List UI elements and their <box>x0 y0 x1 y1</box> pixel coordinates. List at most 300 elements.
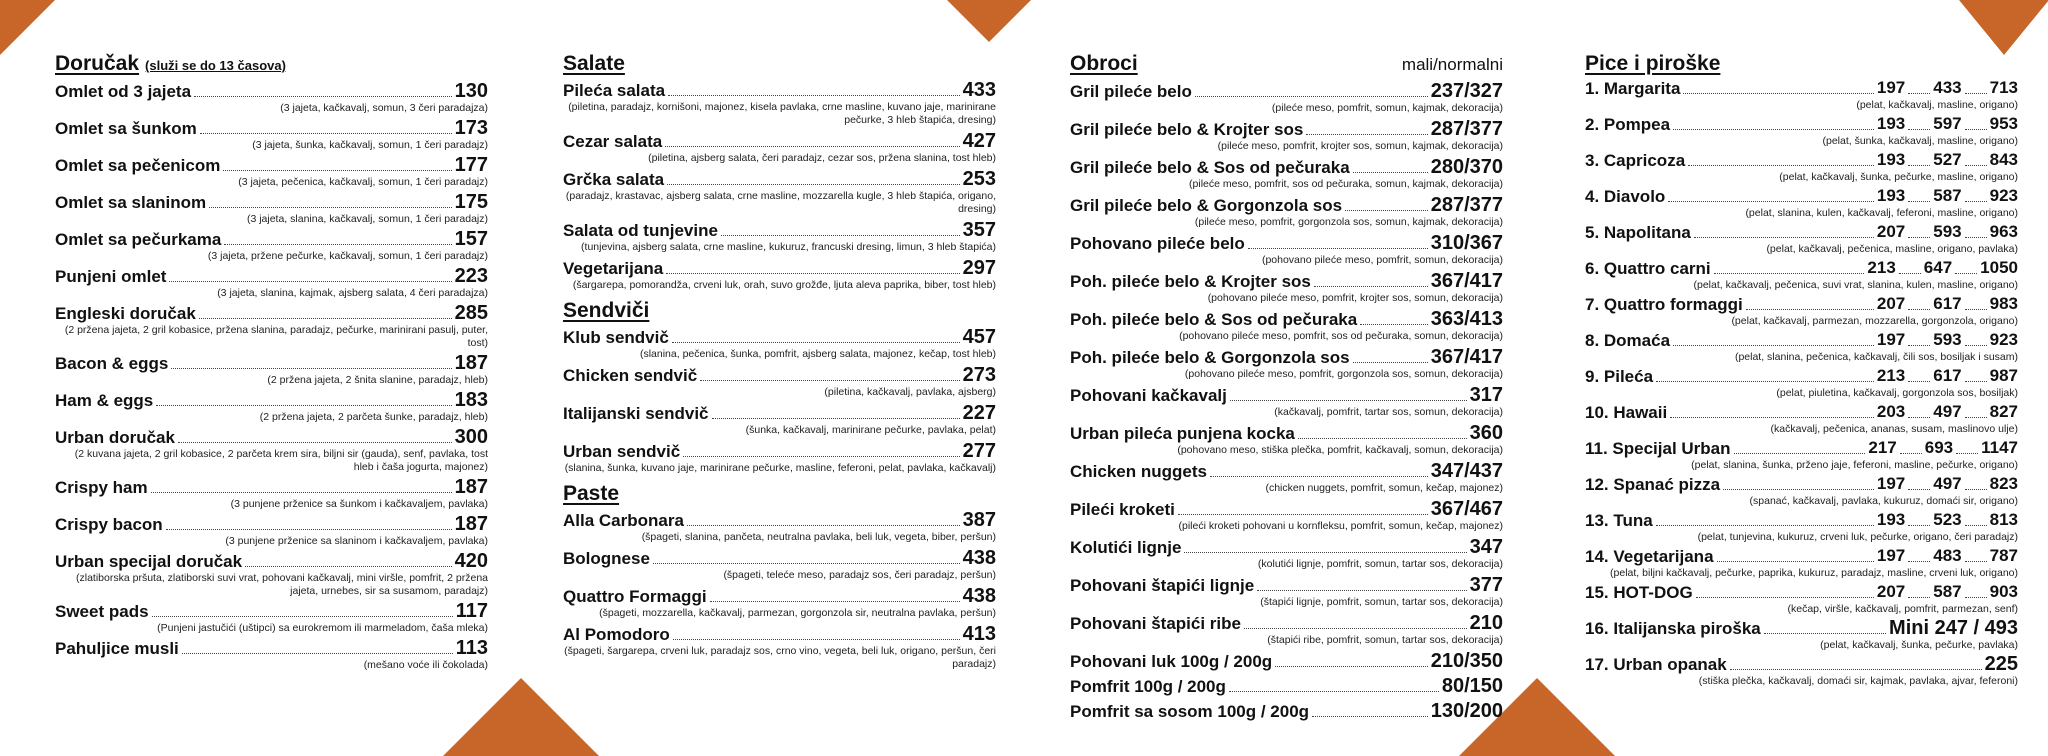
menu-item <box>55 600 488 635</box>
dot-leader <box>665 146 959 147</box>
menu-item-name: Pohovano pileće belo <box>1070 234 1245 253</box>
menu-item-name: Ham & eggs <box>55 391 154 410</box>
menu-item-name: Alla Carbonara <box>563 511 684 530</box>
dot-leader <box>1965 201 1987 202</box>
menu-item <box>563 130 996 165</box>
dot-leader <box>653 563 960 564</box>
menu-item-row <box>563 219 996 241</box>
menu-item-price: 80/150 <box>1441 675 1503 697</box>
menu-item-price: 597 <box>1933 114 1962 133</box>
menu-item-name: 7. Quattro formaggi <box>1585 295 1743 314</box>
menu-item-row <box>55 426 488 448</box>
menu-item <box>1070 384 1503 419</box>
menu-item-row <box>55 302 488 324</box>
menu-item-price: 217 <box>1868 438 1897 457</box>
dot-leader <box>1908 597 1930 598</box>
menu-item-name: Kolutići lignje <box>1070 538 1182 557</box>
menu-item-description: (pelat, slanina, pečenica, kačkavalj, čili sos, bosiljak i susam) <box>1734 351 2018 363</box>
menu-item-row <box>1070 675 1503 697</box>
menu-item-row <box>563 79 996 101</box>
menu-item-price: 587 <box>1933 582 1962 601</box>
menu-item <box>1070 650 1503 672</box>
menu-item-name: Chicken sendvič <box>563 366 698 385</box>
menu-item-row <box>55 117 488 139</box>
price-group <box>1877 77 2018 99</box>
menu-item-price: 693 <box>1924 438 1954 457</box>
menu-item-price: 213 <box>1867 258 1896 277</box>
dot-leader <box>1229 691 1439 692</box>
menu-item-row <box>1070 308 1503 330</box>
menu-item-name: Bolognese <box>563 549 650 568</box>
menu-item-description: (3 jajeta, pržene pečurke, kačkavalj, somun, 1 čeri paradajz) <box>207 250 488 262</box>
menu-item-price: 433 <box>1933 78 1962 97</box>
menu-item <box>55 352 488 387</box>
menu-item-row <box>55 513 488 535</box>
menu-item <box>1070 574 1503 609</box>
menu-item-price: 223 <box>454 265 488 287</box>
dot-leader <box>667 184 959 185</box>
menu-item-row <box>1070 422 1503 444</box>
menu-item-price: 1147 <box>1981 438 2018 457</box>
menu-item-description: (kečap, viršle, kačkavalj, pomfrit, parmezan, senf) <box>1787 603 2018 615</box>
menu-item-name: 10. Hawaii <box>1585 403 1668 422</box>
menu-item-row <box>1070 460 1503 482</box>
menu-item-row <box>55 600 488 622</box>
menu-item-row <box>1585 617 2018 639</box>
dot-leader <box>1210 476 1428 477</box>
dot-leader <box>1955 273 1977 274</box>
menu-item-price: 367/467 <box>1430 498 1503 520</box>
menu-item-description: (2 pržena jajeta, 2 šnita slanine, paradajz, hleb) <box>267 374 488 386</box>
menu-item-price: 173 <box>454 117 488 139</box>
menu-item <box>1070 308 1503 343</box>
menu-item-name: 14. Vegetarijana <box>1585 547 1714 566</box>
price-group <box>1877 221 2018 243</box>
dot-leader <box>1306 134 1427 135</box>
dot-leader <box>1688 165 1874 166</box>
dot-leader <box>209 207 451 208</box>
dot-leader <box>1908 129 1930 130</box>
menu-item <box>55 80 488 115</box>
menu-item-name: Poh. pileće belo & Sos od pečuraka <box>1070 310 1358 329</box>
menu-item-description: (piletina, paradajz, kornišoni, majonez, kisela pavlaka, crne masline, kuvano jaje, marinirane pečurke, 3 hleb štapića, dresing) <box>568 101 996 126</box>
menu-item <box>1070 232 1503 267</box>
price-group <box>1877 149 2018 171</box>
menu-item-name: Al Pomodoro <box>563 625 670 644</box>
menu-item-row <box>563 623 996 645</box>
dot-leader <box>1908 417 1930 418</box>
dot-leader <box>223 170 451 171</box>
menu-item-description: (pelat, slanina, kulen, kačkavalj, feferoni, masline, origano) <box>1745 207 2018 219</box>
menu-list-pice <box>1585 77 2018 688</box>
dot-leader <box>1965 417 1987 418</box>
menu-item-name: Omlet sa slaninom <box>55 193 207 212</box>
dot-leader <box>169 281 451 282</box>
menu-item-name: Omlet sa pečenicom <box>55 156 221 175</box>
corner-decoration <box>443 678 599 756</box>
menu-item-price: 527 <box>1933 150 1962 169</box>
menu-item-row <box>1585 365 2018 387</box>
menu-item-price: 225 <box>1984 653 2018 675</box>
menu-item-description: (3 jajeta, slanina, kajmak, ajsberg salata, 4 čeri paradajza) <box>217 287 488 299</box>
menu-item-price: 367/417 <box>1430 346 1503 368</box>
menu-item-price: 617 <box>1933 294 1962 313</box>
menu-item-row <box>1070 346 1503 368</box>
menu-item <box>1585 329 2018 364</box>
menu-item-row <box>1585 545 2018 567</box>
menu-item-row <box>1585 653 2018 675</box>
dot-leader <box>1908 201 1930 202</box>
corner-decoration <box>0 0 55 55</box>
menu-item-description: (pelat, kačkavalj, šunka, pečurke, pavlaka) <box>1820 639 2018 651</box>
menu-item <box>563 79 996 127</box>
dot-leader <box>1746 309 1874 310</box>
menu-item-name: Bacon & eggs <box>55 354 169 373</box>
menu-item-description: (pileće meso, pomfrit, somun, kajmak, dekoracija) <box>1271 102 1503 114</box>
menu-item-description: (2 pržena jajeta, 2 parčeta šunke, paradajz, hleb) <box>259 411 488 423</box>
dot-leader <box>1900 453 1922 454</box>
menu-item-row <box>563 509 996 531</box>
dot-leader <box>1965 489 1987 490</box>
menu-item-description: (štapići ribe, pomfrit, somun, tartar sos, dekoracija) <box>1267 634 1503 646</box>
menu-item <box>1070 700 1503 722</box>
dot-leader <box>152 616 453 617</box>
dot-leader <box>1956 453 1978 454</box>
menu-item-name: 9. Pileća <box>1585 367 1654 386</box>
menu-item-price: 280/370 <box>1430 156 1503 178</box>
dot-leader <box>1908 345 1930 346</box>
menu-item-name: Pahuljice musli <box>55 639 179 658</box>
menu-item-description: (3 jajeta, šunka, kačkavalj, somun, 1 čeri paradajz) <box>252 139 488 151</box>
menu-item-price: 197 <box>1876 546 1906 565</box>
menu-item-name: Pomfrit 100g / 200g <box>1070 677 1226 696</box>
menu-item-price: 287/377 <box>1430 194 1503 216</box>
menu-item-price: 113 <box>455 637 488 659</box>
menu-item-price: 367/417 <box>1430 270 1503 292</box>
menu-item-row <box>1070 574 1503 596</box>
menu-item-name: 3. Capricoza <box>1585 151 1686 170</box>
menu-item-name: Gril pileće belo & Gorgonzola sos <box>1070 196 1343 215</box>
dot-leader <box>710 601 960 602</box>
menu-item-name: Poh. pileće belo & Krojter sos <box>1070 272 1311 291</box>
dot-leader <box>1353 172 1428 173</box>
menu-item-description: (pileće meso, pomfrit, gorgonzola sos, somun, kajmak, dekoracija) <box>1194 216 1503 228</box>
menu-item-price: 197 <box>1876 474 1906 493</box>
menu-item-row <box>1070 194 1503 216</box>
menu-item-row <box>563 130 996 152</box>
menu-item-row <box>1585 185 2018 207</box>
dot-leader <box>166 529 452 530</box>
menu-item-price: 1050 <box>1980 258 2018 277</box>
menu-item-row <box>55 228 488 250</box>
menu-item-row <box>1070 270 1503 292</box>
menu-item <box>1070 612 1503 647</box>
menu-item-price: 317 <box>1469 384 1503 406</box>
section-title-paste: Paste <box>563 482 620 505</box>
menu-item-name: Gril pileće belo & Krojter sos <box>1070 120 1304 139</box>
dot-leader <box>1965 165 1987 166</box>
menu-item <box>55 426 488 474</box>
menu-item-description: (pelat, kačkavalj, pečenica, suvi vrat, slanina, kulen, masline, origano) <box>1693 279 2018 291</box>
menu-item-price: 207 <box>1876 222 1906 241</box>
dot-leader <box>1670 417 1874 418</box>
menu-item-name: Pomfrit sa sosom 100g / 200g <box>1070 702 1310 721</box>
dot-leader <box>200 133 452 134</box>
menu-item-name: Urban doručak <box>55 428 175 447</box>
menu-item <box>1070 346 1503 381</box>
menu-item-description: (chicken nuggets, pomfrit, somun, kečap, majonez) <box>1265 482 1503 494</box>
menu-item <box>1585 293 2018 328</box>
dot-leader <box>1908 561 1930 562</box>
dot-leader <box>1908 237 1930 238</box>
menu-list-dorucak <box>55 80 488 672</box>
menu-item <box>55 265 488 300</box>
menu-item-name: 16. Italijanska piroška <box>1585 619 1761 638</box>
menu-item-row <box>563 257 996 279</box>
menu-item-name: Urban specijal doručak <box>55 552 243 571</box>
dot-leader <box>182 653 453 654</box>
menu-item-row <box>563 326 996 348</box>
dot-leader <box>1730 669 1982 670</box>
menu-item-price: 427 <box>962 130 996 152</box>
menu-item-name: Pileći kroketi <box>1070 500 1175 519</box>
menu-item-row <box>563 440 996 462</box>
menu-item-price: 213 <box>1876 366 1906 385</box>
menu-item-price: 347 <box>1469 536 1503 558</box>
menu-list-paste <box>563 509 996 671</box>
menu-item <box>563 257 996 292</box>
dot-leader <box>1908 525 1930 526</box>
section-title-pice: Pice i piroške <box>1585 52 1721 75</box>
menu-item-price: 363/413 <box>1430 308 1503 330</box>
menu-item-row <box>1585 401 2018 423</box>
menu-item-row <box>1070 536 1503 558</box>
menu-item-price: 823 <box>1989 474 2018 493</box>
menu-item-description: (špageti, slanina, pančeta, neutralna pavlaka, beli luk, vegeta, biber, peršun) <box>641 531 996 543</box>
menu-item-row <box>1585 257 2018 279</box>
menu-item-row <box>1585 77 2018 99</box>
section-title-dorucak: Doručak (služi se do 13 časova) <box>55 52 286 75</box>
menu-item <box>1070 675 1503 697</box>
menu-item-price: 197 <box>1876 78 1906 97</box>
dot-leader <box>1360 324 1428 325</box>
menu-item-row <box>1585 437 2018 459</box>
menu-item <box>55 637 488 672</box>
dot-leader <box>668 95 960 96</box>
menu-item-price: 923 <box>1989 186 2018 205</box>
dot-leader <box>1673 129 1874 130</box>
menu-item-price: 187 <box>454 513 488 535</box>
menu-item-price: 963 <box>1989 222 2018 241</box>
dot-leader <box>1899 273 1921 274</box>
menu-item-description: (pelat, kačkavalj, šunka, pečurke, masline, origano) <box>1779 171 2018 183</box>
menu-item-name: Pileća salata <box>563 81 666 100</box>
menu-item-price: 227 <box>962 402 996 424</box>
menu-item <box>563 509 996 544</box>
menu-item-row <box>55 265 488 287</box>
menu-item <box>563 547 996 582</box>
menu-item-row <box>563 168 996 190</box>
menu-item-price: 593 <box>1933 330 1962 349</box>
menu-item-name: Pohovani štapići lignje <box>1070 576 1255 595</box>
menu-list-obroci <box>1070 80 1503 722</box>
menu-item-price: 983 <box>1989 294 2018 313</box>
menu-item-row <box>55 637 488 659</box>
menu-item-row <box>1070 384 1503 406</box>
menu-item-name: Crispy bacon <box>55 515 163 534</box>
menu-item-name: 8. Domaća <box>1585 331 1671 350</box>
menu-item-name: Poh. pileće belo & Gorgonzola sos <box>1070 348 1350 367</box>
menu-item-name: 4. Diavolo <box>1585 187 1666 206</box>
menu-item <box>1070 156 1503 191</box>
menu-item-price: 297 <box>962 257 996 279</box>
menu-item-description: (šunka, kačkavalj, marinirane pečurke, pavlaka, pelat) <box>745 424 996 436</box>
menu-item-name: Pohovani luk 100g / 200g <box>1070 652 1273 671</box>
dot-leader <box>151 492 452 493</box>
dot-leader <box>1908 93 1930 94</box>
dot-leader <box>1965 93 1987 94</box>
menu-item-name: Italijanski sendvič <box>563 404 709 423</box>
menu-item-description: (pelat, slanina, šunka, prženo jaje, feferoni, masline, pečurke, origano) <box>1691 459 2018 471</box>
menu-item <box>563 364 996 399</box>
menu-item-description: (špageti, teleće meso, paradajz sos, čeri paradajz, peršun) <box>723 569 996 581</box>
menu-item <box>1585 149 2018 184</box>
dot-leader <box>1908 165 1930 166</box>
menu-item-price: 787 <box>1989 546 2018 565</box>
menu-item-price: 523 <box>1933 510 1962 529</box>
menu-item-price: 497 <box>1933 474 1962 493</box>
menu-item-price: 193 <box>1876 510 1906 529</box>
dot-leader <box>1275 666 1428 667</box>
menu-item <box>1070 270 1503 305</box>
menu-item-price: 987 <box>1989 366 2018 385</box>
menu-item-price: 827 <box>1989 402 2018 421</box>
section-title-salate: Salate <box>563 52 625 75</box>
price-group <box>1877 401 2018 423</box>
menu-item <box>563 168 996 216</box>
menu-item <box>1585 437 2018 472</box>
menu-item-row <box>1585 293 2018 315</box>
menu-item-name: Engleski doručak <box>55 304 196 323</box>
menu-item-description: (štapići lignje, pomfrit, somun, tartar sos, dekoracija) <box>1260 596 1503 608</box>
menu-item-name: Pohovani štapići ribe <box>1070 614 1241 633</box>
menu-item-row <box>1070 700 1503 722</box>
menu-item <box>1070 460 1503 495</box>
menu-item-description: (3 punjene prženice sa šunkom i kačkavaljem, pavlaka) <box>230 498 488 510</box>
menu-item-price: 300 <box>454 426 488 448</box>
menu-item-name: Gril pileće belo & Sos od pečuraka <box>1070 158 1350 177</box>
menu-item-name: Vegetarijana <box>563 259 664 278</box>
menu-item-description: (kolutići lignje, pomfrit, somun, tartar sos, dekoracija) <box>1257 558 1503 570</box>
price-group <box>1867 257 2018 279</box>
menu-item-name: 2. Pompea <box>1585 115 1671 134</box>
menu-item-price: 617 <box>1933 366 1962 385</box>
menu-item-description: (pohovano pileće meso, pomfrit, krojter sos, somun, dekoracija) <box>1207 292 1503 304</box>
menu-item-name: Pohovani kačkavalj <box>1070 386 1227 405</box>
menu-item-description: (pelat, kačkavalj, masline, origano) <box>1856 99 2018 111</box>
menu-item <box>1585 185 2018 220</box>
menu-item-description: (kačkavalj, pečenica, ananas, susam, maslinovo ulje) <box>1770 423 2018 435</box>
menu-item <box>1070 498 1503 533</box>
dot-leader <box>1714 273 1865 274</box>
menu-item-name: Gril pileće belo <box>1070 82 1192 101</box>
menu-item <box>1585 473 2018 508</box>
menu-item-price: 953 <box>1989 114 2018 133</box>
dot-leader <box>1908 489 1930 490</box>
dot-leader <box>1965 525 1987 526</box>
menu-item-description: (kačkavalj, pomfrit, tartar sos, somun, dekoracija) <box>1274 406 1503 418</box>
menu-item-price: 587 <box>1933 186 1962 205</box>
dot-leader <box>1965 309 1987 310</box>
menu-item-price: 193 <box>1876 150 1906 169</box>
menu-item-description: (Punjeni jastučići (uštipci) sa eurokremom ili marmeladom, čaša mleka) <box>157 622 488 634</box>
dot-leader <box>1694 237 1874 238</box>
menu-item-name: Crispy ham <box>55 478 148 497</box>
menu-item-name: 6. Quattro carni <box>1585 259 1711 278</box>
menu-item-row <box>563 364 996 386</box>
dot-leader <box>1230 400 1467 401</box>
menu-item-row <box>55 550 488 572</box>
menu-item-description: (pileći kroketi pohovani u kornfleksu, pomfrit, somun, kečap, majonez) <box>1178 520 1503 532</box>
menu-item-name: Quattro Formaggi <box>563 587 707 606</box>
section-title-sendvici: Sendviči <box>563 299 650 322</box>
menu-item-price: 347/437 <box>1430 460 1503 482</box>
menu-item-row <box>563 402 996 424</box>
column-salate <box>563 52 996 671</box>
corner-decoration <box>947 0 1031 42</box>
column-obroci <box>1070 52 1503 722</box>
dot-leader <box>1965 345 1987 346</box>
menu-item-price: 497 <box>1933 402 1962 421</box>
menu-item-price: Mini 247 / 493 <box>1889 617 2018 639</box>
menu-item-description: (3 punjene prženice sa slaninom i kačkavaljem, pavlaka) <box>225 535 488 547</box>
menu-item-price: 203 <box>1876 402 1906 421</box>
dot-leader <box>194 96 452 97</box>
menu-item-row <box>1070 650 1503 672</box>
menu-item-row <box>1585 149 2018 171</box>
menu-item-description: (pileće meso, pomfrit, krojter sos, somun, kajmak, dekoracija) <box>1217 140 1503 152</box>
menu-item-price: 647 <box>1923 258 1953 277</box>
dot-leader <box>1248 248 1428 249</box>
menu-item-price: 197 <box>1876 330 1906 349</box>
menu-item-row <box>1070 232 1503 254</box>
menu-item <box>1585 365 2018 400</box>
menu-item-price: 483 <box>1933 546 1962 565</box>
menu-item <box>1585 401 2018 436</box>
dot-leader <box>1314 286 1428 287</box>
menu-item-description: (pohovano meso, stiška plečka, pomfrit, kačkavalj, somun, dekoracija) <box>1177 444 1503 456</box>
menu-item <box>1585 221 2018 256</box>
menu-item <box>563 585 996 620</box>
menu-item-description: (3 jajeta, slanina, kačkavalj, somun, 1 čeri paradajz) <box>246 213 488 225</box>
menu-item-price: 210 <box>1469 612 1503 634</box>
price-group <box>1877 329 2018 351</box>
menu-item <box>55 389 488 424</box>
menu-item-name: Urban sendvič <box>563 442 681 461</box>
menu-item-price: 457 <box>962 326 996 348</box>
menu-item-row <box>55 191 488 213</box>
menu-item <box>55 191 488 226</box>
menu-item-name: Urban pileća punjena kocka <box>1070 424 1295 443</box>
dot-leader <box>700 380 959 381</box>
menu-item-price: 310/367 <box>1430 232 1503 254</box>
menu-item-price: 377 <box>1469 574 1503 596</box>
menu-item-price: 277 <box>962 440 996 462</box>
menu-item <box>1070 80 1503 115</box>
menu-item-description: (špageti, mozzarella, kačkavalj, parmezan, gorgonzola sir, neutralna pavlaka, peršun) <box>599 607 996 619</box>
menu-item <box>55 228 488 263</box>
menu-item-name: Omlet od 3 jajeta <box>55 82 192 101</box>
